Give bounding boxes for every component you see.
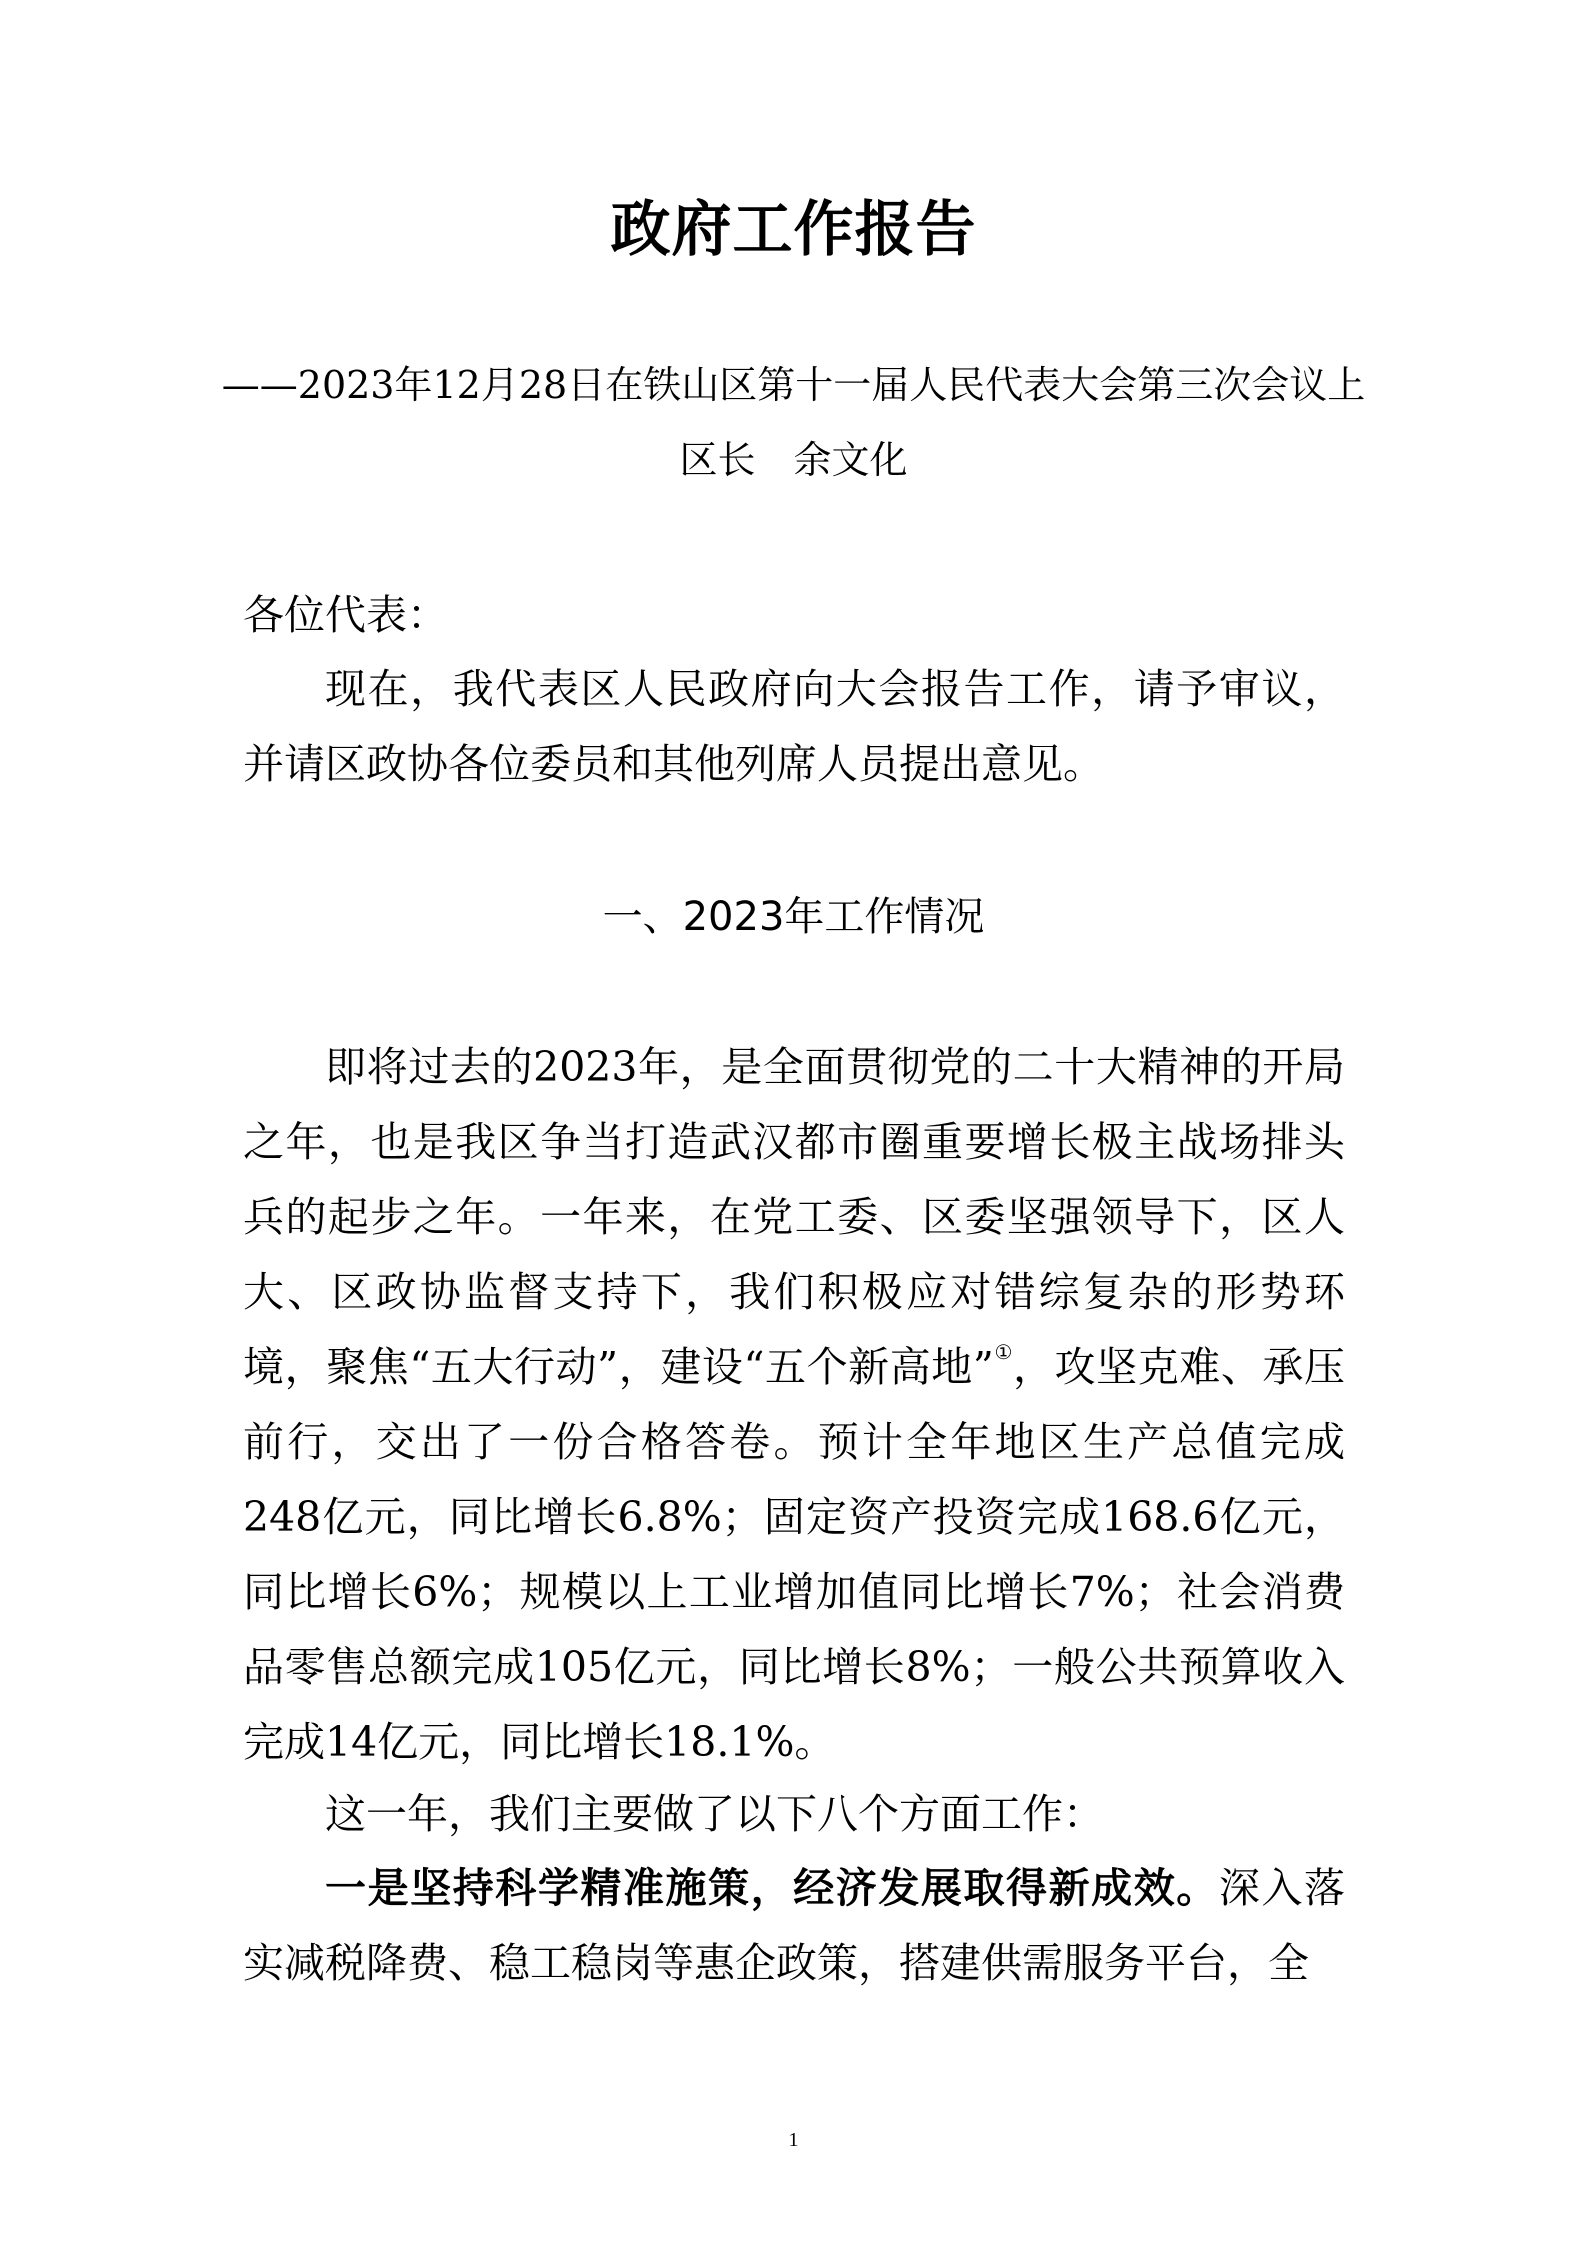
paragraph-summary xyxy=(243,1777,1345,1852)
document-subtitle: ——2023年12月28日在铁山区第十一届人民代表大会第三次会议上 xyxy=(221,363,1366,407)
footnote-marker: ① xyxy=(993,1340,1013,1364)
point-one-lead: 一是坚持科学精准施策，经济发展取得新成效。 xyxy=(325,1864,1219,1912)
paragraph-overview-part1: 即将过去的2023年，是全面贯彻党的二十大精神的开局之年，也是我区争当打造武汉都市圈重要增长极主战场排头兵的起步之年。一年来，在党工委、区委坚强领导下，区人大、区政协监督支持下，我们积极应对错综复杂的形势环境，聚焦“五大行动”，建设“五个新高地” xyxy=(243,1043,1345,1391)
paragraph-point-one-text xyxy=(243,1851,1345,2001)
paragraph-overview-part2: ，攻坚克难、承压前行，交出了一份合格答卷。预计全年地区生产总值完成248亿元，同比增长6.8%；固定资产投资完成168.6亿元，同比增长6%；规模以上工业增加值同比增长7%；社会消费品零售总额完成105亿元，同比增长8%；一般公共预算收入完成14亿元，同比增长18.1%。 xyxy=(243,1343,1346,1766)
paragraph-summary-text: 这一年，我们主要做了以下八个方面工作： xyxy=(325,1790,1104,1838)
intro-paragraph xyxy=(243,652,1345,802)
document-title: 政府工作报告 xyxy=(610,195,977,265)
paragraph-overview-text xyxy=(243,1030,1345,1780)
section-heading: 一、2023年工作情况 xyxy=(602,894,985,940)
point-one-rest: 深入落实减税降费、稳工稳岗等惠企政策，搭建供需服务平台，全 xyxy=(243,1864,1346,1987)
paragraph-point-one xyxy=(243,1851,1345,2001)
intro-text: 现在，我代表区人民政府向大会报告工作，请予审议，并请区政协各位委员和其他列席人员提出意见。 xyxy=(243,665,1345,788)
page-number: 1 xyxy=(788,2129,799,2151)
salutation: 各位代表： xyxy=(243,591,448,639)
paragraph-overview xyxy=(243,1030,1345,1780)
speaker-line: 区长 余文化 xyxy=(679,438,908,482)
